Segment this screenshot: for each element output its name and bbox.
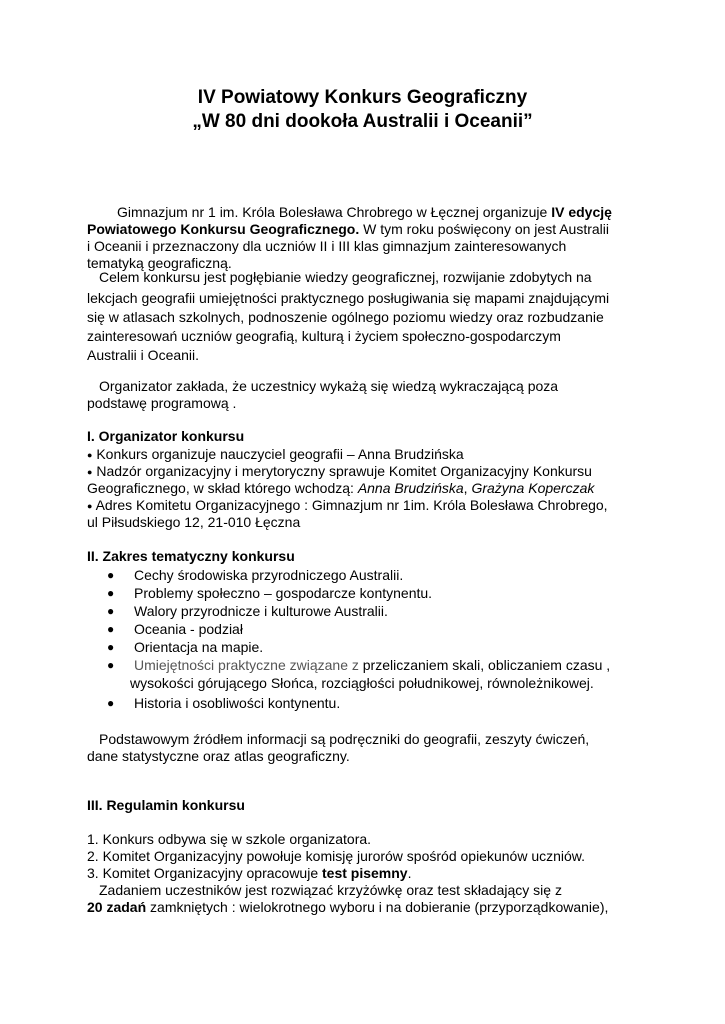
topic-item: Walory przyrodnicze i kulturowe Australii. (134, 603, 388, 619)
purpose-line-5: Australii i Oceanii. (87, 347, 200, 363)
intro-line-1: Gimnazjum nr 1 im. Króla Bolesława Chrobrego w Łęcznej organizuje IV edycję (117, 204, 612, 220)
topic-item: Umiejętności praktyczne związane z przeliczaniem skali, obliczaniem czasu , (134, 657, 611, 673)
topic-item-cont: wysokości górującego Słońca, rozciągłości południkowej, równoleżnikowej. (130, 675, 594, 691)
organizer-note-line-2: podstawę programową . (87, 395, 237, 411)
page-title: IV Powiatowy Konkurs Geograficzny (197, 87, 528, 108)
bullet-icon: ● (87, 501, 93, 511)
purpose-line-1: Celem konkursu jest pogłębianie wiedzy geograficznej, rozwijanie zdobytych na (99, 269, 592, 285)
section-1-heading: I. Organizator konkursu (87, 428, 245, 444)
bullet-icon: ● (107, 640, 115, 654)
rule-3: 3. Komitet Organizacyjny opracowuje test pisemny. (87, 865, 412, 881)
topic-item: Orientacja na mapie. (134, 639, 264, 655)
section-1-bullet-3-cont: ul Piłsudskiego 12, 21-010 Łęczna (87, 514, 301, 530)
section-3-heading: III. Regulamin konkursu (87, 797, 245, 813)
topic-item: Problemy społeczno – gospodarcze kontynentu. (134, 585, 433, 601)
rule-1: 1. Konkurs odbywa się w szkole organizatora. (87, 831, 372, 847)
purpose-line-4: zainteresowań uczniów geografią, kulturą i życiem społeczno-gospodarczym (87, 328, 561, 344)
bullet-icon: ● (107, 604, 115, 618)
rule-4: Zadaniem uczestników jest rozwiązać krzyżówkę oraz test składający się z (99, 882, 562, 898)
bullet-icon: ● (87, 450, 93, 460)
bullet-icon: ● (107, 696, 115, 710)
bullet-icon: ● (107, 622, 115, 636)
organizer-note-line-1: Organizator zakłada, że uczestnicy wykażą się wiedzą wykraczającą poza (99, 378, 559, 394)
bullet-icon: ● (107, 658, 115, 672)
section-1-bullet-3: ● Adres Komitetu Organizacyjnego : Gimnazjum nr 1im. Króla Bolesława Chrobrego, (87, 497, 608, 513)
bullet-icon: ● (107, 568, 115, 582)
sources-line-2: dane statystyczne oraz atlas geograficzny. (87, 748, 350, 764)
page-subtitle: „W 80 dni dookoła Australii i Oceanii” (192, 111, 533, 132)
sources-line-1: Podstawowym źródłem informacji są podręczniki do geografii, zeszyty ćwiczeń, (99, 731, 590, 747)
rule-5: 20 zadań zamkniętych : wielokrotnego wyboru i na dobieranie (przyporządkowanie), (87, 899, 609, 915)
intro-line-3: i Oceanii i przeznaczony dla uczniów II i III klas gimnazjum zainteresowanych (87, 238, 567, 254)
intro-line-4: tematyką geograficzną. (87, 255, 232, 271)
rule-2: 2. Komitet Organizacyjny powołuje komisję jurorów spośród opiekunów uczniów. (87, 848, 586, 864)
section-1-bullet-2: ● Nadzór organizacyjny i merytoryczny sprawuje Komitet Organizacyjny Konkursu (87, 463, 592, 479)
bullet-icon: ● (87, 467, 93, 477)
bullet-icon: ● (107, 586, 115, 600)
topic-item: Historia i osobliwości kontynentu. (134, 695, 341, 711)
topic-item: Oceania - podział (134, 621, 243, 637)
intro-line-2: Powiatowego Konkursu Geograficznego. W tym roku poświęcony on jest Australii (87, 221, 610, 237)
section-1-bullet-2-cont: Geograficznego, w skład którego wchodzą: Anna Brudzińska, Grażyna Koperczak (87, 480, 595, 496)
section-1-bullet-1: ● Konkurs organizuje nauczyciel geografii – Anna Brudzińska (87, 446, 464, 462)
section-2-heading: II. Zakres tematyczny konkursu (87, 548, 295, 564)
purpose-line-3: się w atlasach szkolnych, podnoszenie ogólnego poziomu wiedzy oraz rozbudzanie (87, 309, 604, 325)
purpose-line-2: lekcjach geografii umiejętności praktycznego posługiwania się mapami znajdującymi (87, 290, 610, 306)
topic-item: Cechy środowiska przyrodniczego Australii. (134, 567, 404, 583)
